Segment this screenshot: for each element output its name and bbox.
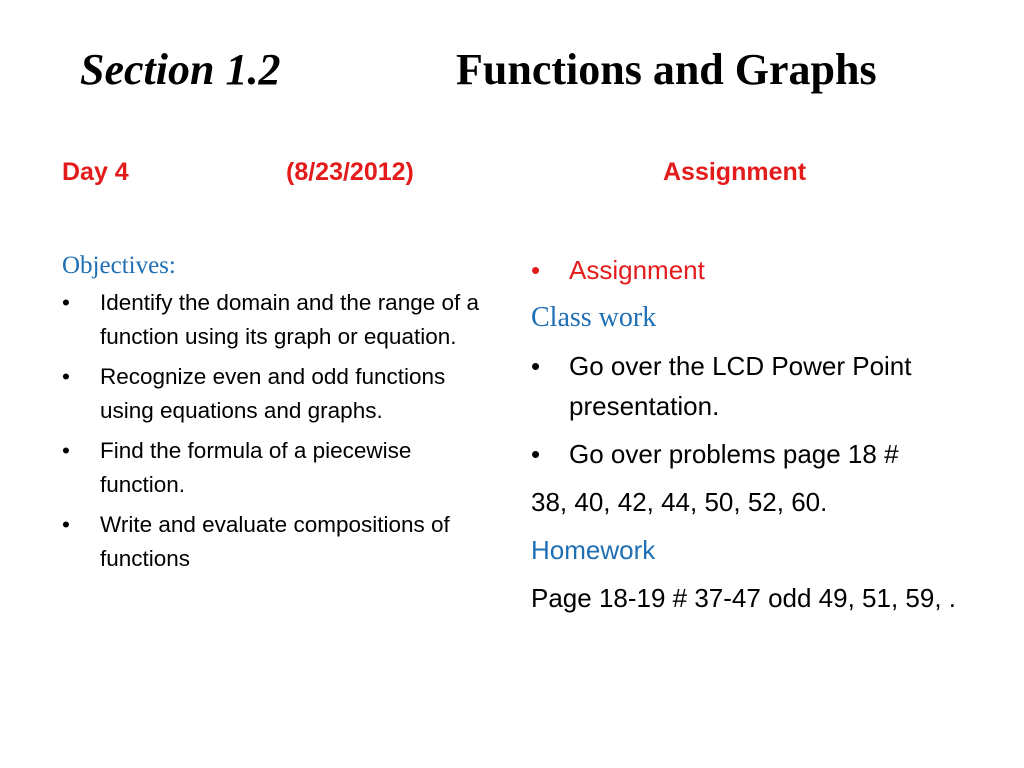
slide-title <box>80 40 960 100</box>
classwork-text: Go over the LCD Power Point presentation. <box>569 351 912 421</box>
bullet-icon: • <box>62 512 70 537</box>
homework-text: Page 18-19 # 37-47 odd 49, 51, 59, . <box>531 583 957 613</box>
bullet-icon: • <box>62 364 70 389</box>
list-item <box>531 434 991 474</box>
bullet-icon: • <box>531 351 541 381</box>
objective-text: Identify the domain and the range of a function using its graph or equation. <box>100 290 480 349</box>
section-number: Section 1.2 <box>80 45 281 94</box>
list-item <box>62 286 502 354</box>
objective-text: Recognize even and odd functions using equations and graphs. <box>100 364 446 423</box>
objectives-label: Objectives: <box>62 252 176 279</box>
bullet-icon: • <box>531 255 541 285</box>
section-topic: Functions and Graphs <box>456 45 877 94</box>
bullet-icon: • <box>62 290 70 315</box>
assignment-bullet-text: Assignment <box>569 255 705 285</box>
bullet-icon: • <box>62 438 70 463</box>
objective-text: Write and evaluate compositions of functions <box>100 512 450 571</box>
bullet-icon: • <box>531 439 541 469</box>
list-item <box>531 346 991 426</box>
list-item <box>62 434 502 502</box>
classwork-label: Class work <box>531 302 657 333</box>
homework-label: Homework <box>531 535 656 565</box>
objectives-list <box>62 286 502 576</box>
classwork-problems: 38, 40, 42, 44, 50, 52, 60. <box>531 487 828 517</box>
day-label: Day 4 <box>62 158 129 186</box>
assignment-bullet <box>531 250 991 290</box>
classwork-text: Go over problems page 18 # <box>569 439 899 469</box>
objective-text: Find the formula of a piecewise function. <box>100 438 412 497</box>
assignment-panel <box>531 250 991 626</box>
list-item <box>62 360 502 428</box>
objectives-panel <box>62 248 502 582</box>
list-item <box>62 508 502 576</box>
date-label: (8/23/2012) <box>286 158 414 186</box>
assignment-heading: Assignment <box>663 158 807 186</box>
